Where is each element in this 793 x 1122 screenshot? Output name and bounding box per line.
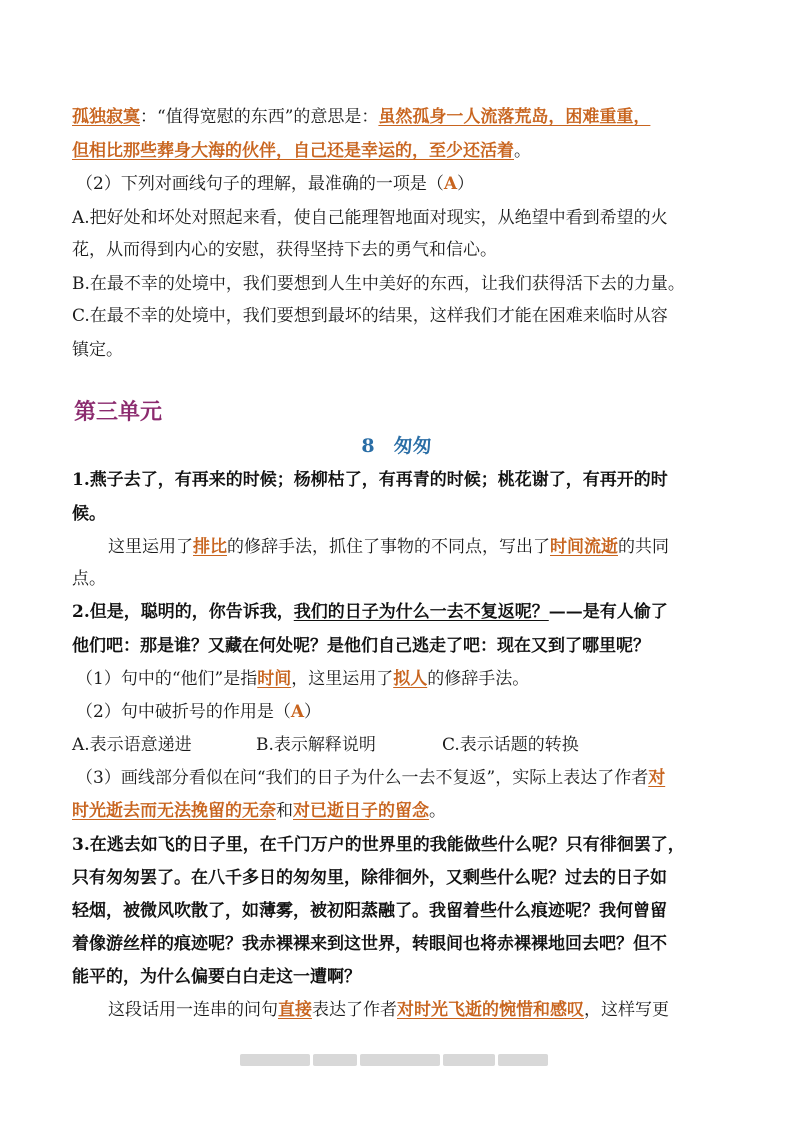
highlight-answer: 但相比那些葬身大海的伙伴，自己还是幸运的，至少还活着 bbox=[72, 141, 514, 161]
chapter-title: 8 匆匆 bbox=[361, 435, 432, 457]
highlight-answer: 时间 bbox=[257, 669, 292, 689]
q2-sub-3-line-1 bbox=[76, 766, 736, 790]
highlight-answer: 虽然孤身一人流落荒岛，困难重重， bbox=[378, 107, 651, 127]
q2-line-1 bbox=[72, 600, 732, 624]
text-span: 的修辞手法。 bbox=[427, 669, 530, 689]
text-span: ，这里运用了 bbox=[291, 669, 394, 689]
text-span: 。 bbox=[429, 801, 446, 821]
answer-letter: A bbox=[443, 174, 458, 194]
option-a-line-2: 花，从而得到内心的安慰，获得坚持下去的勇气和信心。 bbox=[72, 240, 497, 260]
highlight-answer: 直接 bbox=[278, 1000, 312, 1020]
q1-line-2: 候。 bbox=[72, 504, 106, 524]
text-span: 2.但是，聪明的，你告诉我， bbox=[72, 602, 294, 622]
watermark-block bbox=[498, 1054, 548, 1066]
highlight-answer: 对 bbox=[648, 768, 666, 788]
q3-line-4: 着像游丝样的痕迹呢？我赤裸裸来到这世界，转眼间也将赤裸裸地回去吧？但不 bbox=[72, 934, 667, 954]
highlight-answer: 拟人 bbox=[393, 669, 428, 689]
option-b: B.表示解释说明 bbox=[256, 735, 376, 755]
text-span: 。 bbox=[514, 141, 531, 161]
q2-sub-1 bbox=[76, 667, 736, 691]
highlight-answer: 排比 bbox=[193, 537, 227, 557]
text-span: ：“值得宽慰的东西”的意思是： bbox=[140, 107, 379, 127]
text-span: （2）下列对画线句子的理解，最准确的一项是（ bbox=[76, 174, 444, 194]
q2-sub-3-line-2 bbox=[72, 799, 732, 823]
text-span: ） bbox=[304, 702, 322, 722]
option-b: B.在最不幸的处境中，我们要想到人生中美好的东西，让我们获得活下去的力量。 bbox=[72, 274, 685, 294]
option-a-line-1: A.把好处和坏处对照起来看，使自己能理智地面对现实，从绝望中看到希望的火 bbox=[72, 208, 668, 228]
text-span: 的修辞手法，抓住了事物的不同点，写出了 bbox=[227, 537, 550, 557]
text-line-2 bbox=[72, 139, 732, 163]
q1-line-1: 1.燕子去了，有再来的时候；杨柳枯了，有再青的时候；桃花谢了，有再开的时 bbox=[72, 470, 668, 490]
q1-answer-line-2: 点。 bbox=[72, 569, 106, 589]
q2-sub-2 bbox=[76, 700, 736, 724]
text-span: ——是有人偷了 bbox=[548, 602, 668, 622]
q1-answer-line-1 bbox=[108, 535, 768, 559]
q2-line-2: 他们吧：那是谁？又藏在何处呢？是他们自己逃走了吧：现在又到了哪里呢？ bbox=[72, 636, 650, 656]
q2-options bbox=[72, 733, 732, 757]
text-span: 这段话用一连串的问句 bbox=[108, 1000, 278, 1020]
text-line-1 bbox=[72, 105, 732, 129]
text-span: ，这样写更 bbox=[584, 1000, 669, 1020]
option-c-line-1: C.在最不幸的处境中，我们要想到最坏的结果，这样我们才能在困难来临时从容 bbox=[72, 306, 668, 326]
q3-line-2: 只有匆匆罢了。在八千多日的匆匆里，除徘徊外，又剩些什么呢？过去的日子如 bbox=[72, 868, 667, 888]
watermark-block bbox=[240, 1054, 310, 1066]
unit-title: 第三单元 bbox=[74, 399, 163, 425]
text-span: 的共同 bbox=[618, 537, 669, 557]
highlight-answer: 孤独寂寞 bbox=[72, 107, 140, 127]
highlight-answer: 时光逝去而无法挽留的无奈 bbox=[72, 801, 276, 821]
blurred-footer-watermark bbox=[240, 1054, 555, 1068]
highlight-answer: 对时光飞逝的惋惜和感叹 bbox=[397, 1000, 584, 1020]
text-span: （1）句中的“他们”是指 bbox=[76, 669, 258, 689]
q3-line-3: 轻烟，被微风吹散了，如薄雾，被初阳蒸融了。我留着些什么痕迹呢？我何曾留 bbox=[72, 901, 667, 921]
option-c: C.表示话题的转换 bbox=[442, 735, 579, 755]
answer-letter: A bbox=[290, 702, 305, 722]
text-span: 这里运用了 bbox=[108, 537, 193, 557]
text-span: 和 bbox=[276, 801, 293, 821]
q3-line-1: 3.在逃去如飞的日子里，在千门万户的世界里的我能做些什么呢？只有徘徊罢了， bbox=[72, 835, 685, 855]
highlight-answer: 对已逝日子的留念 bbox=[293, 801, 429, 821]
watermark-block bbox=[360, 1054, 440, 1066]
q3-answer-line-1 bbox=[108, 998, 768, 1022]
watermark-block bbox=[443, 1054, 495, 1066]
watermark-block bbox=[313, 1054, 357, 1066]
text-span: ） bbox=[457, 174, 475, 194]
text-span: 表达了作者 bbox=[312, 1000, 397, 1020]
underlined-text: 我们的日子为什么一去不复返呢？ bbox=[293, 602, 549, 622]
option-c-line-2: 镇定。 bbox=[72, 340, 123, 360]
text-span: （3）画线部分看似在问“我们的日子为什么一去不复返”，实际上表达了作者 bbox=[76, 768, 649, 788]
q3-line-5: 能平的，为什么偏要白白走这一遭啊？ bbox=[72, 967, 361, 987]
question-2-prompt bbox=[76, 172, 736, 196]
highlight-answer: 时间流逝 bbox=[550, 537, 618, 557]
option-a: A.表示语意递进 bbox=[72, 735, 192, 755]
text-span: （2）句中破折号的作用是（ bbox=[76, 702, 291, 722]
